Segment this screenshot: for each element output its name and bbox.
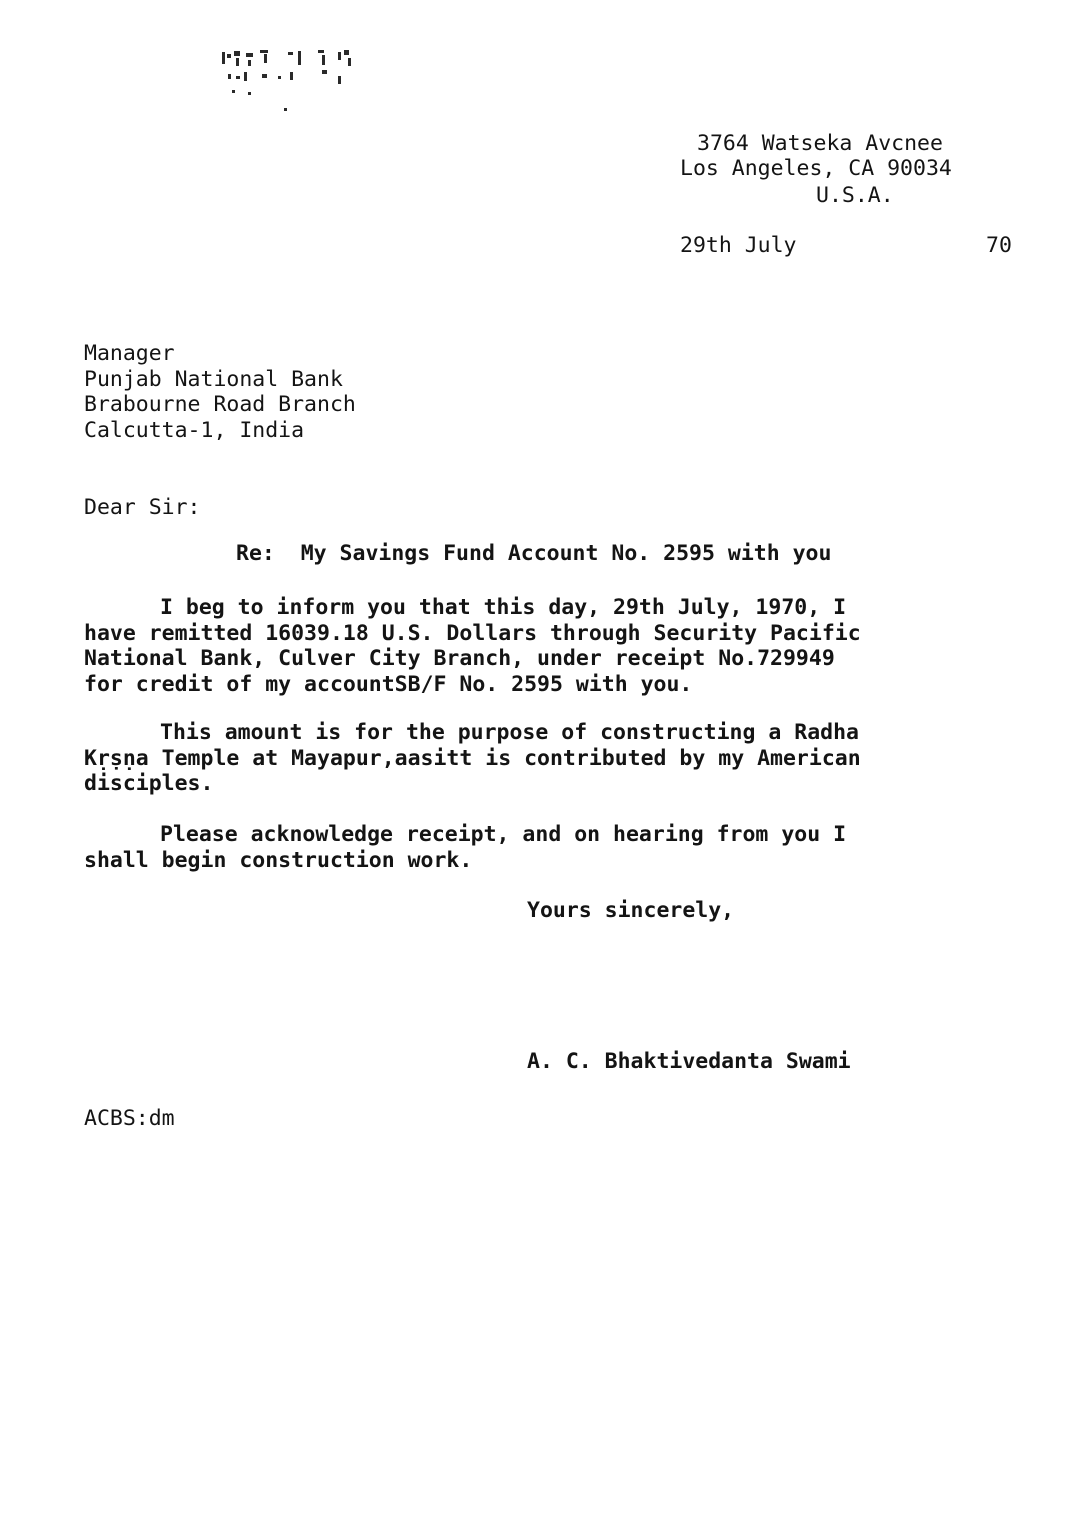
- paragraph-line: This amount is for the purpose of constructing a Radha: [160, 720, 859, 745]
- sender-country: U.S.A.: [816, 183, 894, 208]
- recipient-line: Brabourne Road Branch: [84, 392, 356, 417]
- body-paragraph-3: [84, 822, 846, 873]
- paragraph-line: National Bank, Culver City Branch, under receipt No.729949: [84, 646, 835, 671]
- body-paragraph-2: [84, 720, 861, 797]
- subject-line: Re: My Savings Fund Account No. 2595 with you: [236, 541, 832, 566]
- sender-street: 3764 Watseka Avcnee: [697, 131, 943, 156]
- salutation: Dear Sir:: [84, 495, 201, 520]
- date-year: 70: [986, 233, 1012, 258]
- recipient-address: [84, 341, 356, 443]
- date-day-month: 29th July: [680, 233, 797, 258]
- recipient-line: Punjab National Bank: [84, 366, 343, 392]
- sender-city: Los Angeles, CA 90034: [680, 156, 952, 181]
- paragraph-line: Please acknowledge receipt, and on hearing from you I: [160, 822, 847, 847]
- recipient-line: Manager: [84, 341, 175, 366]
- closing: Yours sincerely,: [527, 898, 735, 923]
- paragraph-line: Kṛṣṇa Temple at Mayapur,aasitt is contributed by my American: [84, 745, 861, 771]
- paragraph-line: disciples.: [84, 771, 214, 796]
- signature-name: A. C. Bhaktivedanta Swami: [527, 1049, 851, 1074]
- faded-stamp-mark: [218, 46, 363, 118]
- paragraph-line: shall begin construction work.: [84, 847, 473, 873]
- reference-initials: ACBS:dm: [84, 1106, 175, 1131]
- paragraph-line: I beg to inform you that this day, 29th July, 1970, I: [160, 595, 847, 620]
- paragraph-line: have remitted 16039.18 U.S. Dollars through Security Pacific: [84, 620, 861, 646]
- body-paragraph-1: [84, 595, 861, 697]
- recipient-line: Calcutta-1, India: [84, 417, 305, 443]
- paragraph-line: for credit of my accountSB/F No. 2595 with you.: [84, 671, 693, 697]
